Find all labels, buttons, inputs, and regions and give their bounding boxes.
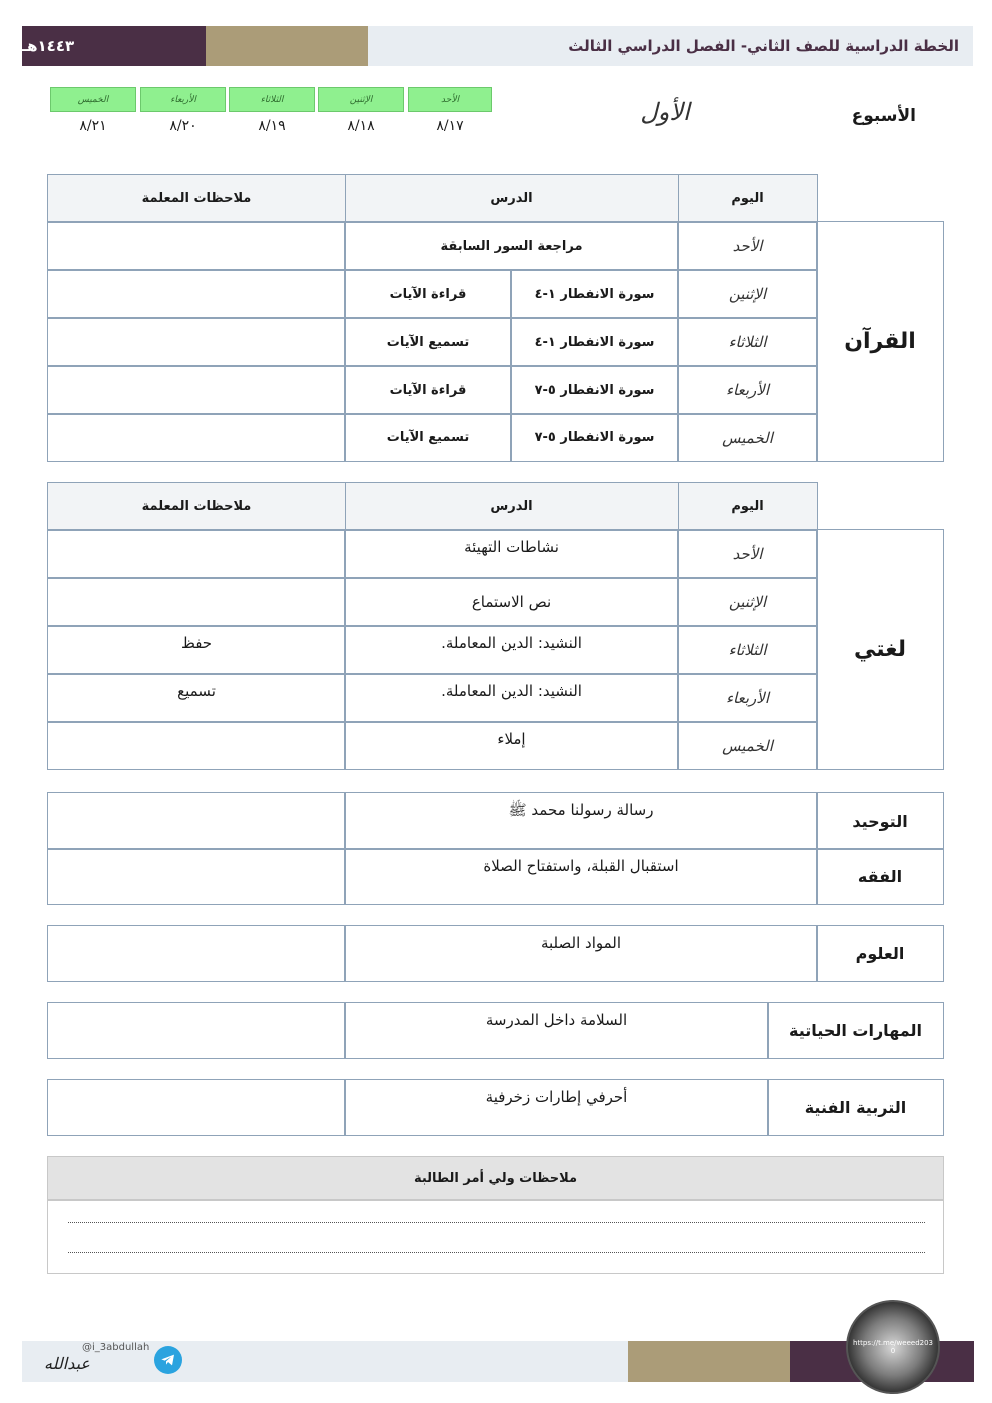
- lughati-header-notes: ملاحظات المعلمة: [47, 482, 346, 531]
- art-lesson: أحرفي إطارات زخرفية: [344, 1079, 769, 1136]
- science-note: [47, 925, 346, 982]
- lughati-row-lesson: النشيد: الدين المعاملة.: [344, 673, 679, 723]
- lughati-row-note: [47, 529, 346, 579]
- quran-row-activity: قراءة الآيات: [344, 365, 512, 415]
- week-day-box: الإثنين: [318, 87, 404, 112]
- parent-notes-body[interactable]: [47, 1200, 944, 1274]
- week-day-box: الأحد: [408, 87, 492, 112]
- quran-row-note: [47, 221, 346, 271]
- science-subject: العلوم: [816, 925, 944, 982]
- quran-header-day: اليوم: [677, 174, 818, 223]
- week-day-box: الخميس: [50, 87, 136, 112]
- fiqh-note: [47, 848, 346, 905]
- life-skills-subject: المهارات الحياتية: [767, 1002, 944, 1059]
- lughati-row-lesson: نص الاستماع: [344, 577, 679, 627]
- quran-row-lesson: سورة الانفطار ٥-٧: [510, 413, 679, 462]
- lughati-subject: لغتي: [816, 529, 944, 770]
- quran-row-lesson: سورة الانفطار ١-٤: [510, 269, 679, 319]
- footer-accent-block: [628, 1341, 790, 1382]
- lughati-row-note: تسميع: [47, 673, 346, 723]
- week-day-box: الأربعاء: [140, 87, 226, 112]
- quran-row-lesson: سورة الانفطار ١-٤: [510, 317, 679, 367]
- life-skills-lesson: السلامة داخل المدرسة: [344, 1002, 769, 1059]
- tawheed-lesson: رسالة رسولنا محمد ﷺ: [344, 792, 818, 850]
- quran-row-note: [47, 269, 346, 319]
- week-day-date: ٨/١٨: [347, 118, 375, 134]
- quran-row-note: [47, 365, 346, 415]
- quran-row-day: الأربعاء: [677, 365, 818, 415]
- fiqh-subject: الفقه: [816, 848, 944, 905]
- week-label: الأسبوع: [851, 106, 916, 126]
- lughati-header-lesson: الدرس: [344, 482, 679, 531]
- science-lesson: المواد الصلبة: [344, 925, 818, 982]
- lughati-row-lesson: إملاء: [344, 721, 679, 770]
- quran-row-lesson: مراجعة السور السابقة: [344, 221, 679, 271]
- quran-row-activity: تسميع الآيات: [344, 317, 512, 367]
- telegram-handle[interactable]: @i_3abdullah: [82, 1342, 150, 1353]
- parent-notes-title: ملاحظات ولي أمر الطالبة: [47, 1156, 944, 1200]
- quran-row-day: الأحد: [677, 221, 818, 271]
- lughati-row-day: الأحد: [677, 529, 818, 579]
- quran-row-day: الخميس: [677, 413, 818, 462]
- lughati-row-day: الخميس: [677, 721, 818, 770]
- lughati-header-day: اليوم: [677, 482, 818, 531]
- quran-header-lesson: الدرس: [344, 174, 679, 223]
- lughati-row-note: [47, 577, 346, 627]
- header-year: ١٤٤٣هـ: [22, 37, 75, 55]
- lughati-row-note: حفظ: [47, 625, 346, 675]
- header-accent-block: [206, 26, 368, 66]
- quran-row-note: [47, 317, 346, 367]
- parent-notes-line: [68, 1221, 925, 1223]
- lughati-row-lesson: نشاطات التهيئة: [344, 529, 679, 579]
- week-day-date: ٨/١٧: [436, 118, 464, 134]
- tawheed-subject: التوحيد: [816, 792, 944, 850]
- lughati-row-note: [47, 721, 346, 770]
- quran-row-activity: قراءة الآيات: [344, 269, 512, 319]
- tawheed-note: [47, 792, 346, 850]
- header-title-block: [368, 26, 973, 66]
- art-subject: التربية الفنية: [767, 1079, 944, 1136]
- life-skills-note: [47, 1002, 346, 1059]
- quran-header-notes: ملاحظات المعلمة: [47, 174, 346, 223]
- week-day-date: ٨/٢٠: [169, 118, 197, 134]
- parent-notes-line: [68, 1251, 925, 1253]
- quran-row-activity: تسميع الآيات: [344, 413, 512, 462]
- week-value: الأول: [640, 98, 690, 126]
- author-signature: عبدالله: [44, 1354, 90, 1373]
- week-day-box: الثلاثاء: [229, 87, 315, 112]
- telegram-icon[interactable]: [154, 1346, 182, 1374]
- header-year-block: [22, 26, 206, 66]
- lughati-row-day: الإثنين: [677, 577, 818, 627]
- quran-row-note: [47, 413, 346, 462]
- quran-row-day: الثلاثاء: [677, 317, 818, 367]
- week-day-date: ٨/٢١: [79, 118, 107, 134]
- channel-logo: [846, 1300, 940, 1394]
- page-title: الخطة الدراسية للصف الثاني- الفصل الدراسي الثالث: [568, 37, 959, 55]
- art-note: [47, 1079, 346, 1136]
- lughati-row-day: الأربعاء: [677, 673, 818, 723]
- lughati-row-lesson: النشيد: الدين المعاملة.: [344, 625, 679, 675]
- quran-row-lesson: سورة الانفطار ٥-٧: [510, 365, 679, 415]
- lughati-row-day: الثلاثاء: [677, 625, 818, 675]
- quran-row-day: الإثنين: [677, 269, 818, 319]
- week-day-date: ٨/١٩: [258, 118, 286, 134]
- channel-logo-text: https://t.me/weeed2030: [853, 1339, 933, 1355]
- fiqh-lesson: استقبال القبلة، واستفتاح الصلاة: [344, 848, 818, 905]
- quran-subject: القرآن: [816, 221, 944, 462]
